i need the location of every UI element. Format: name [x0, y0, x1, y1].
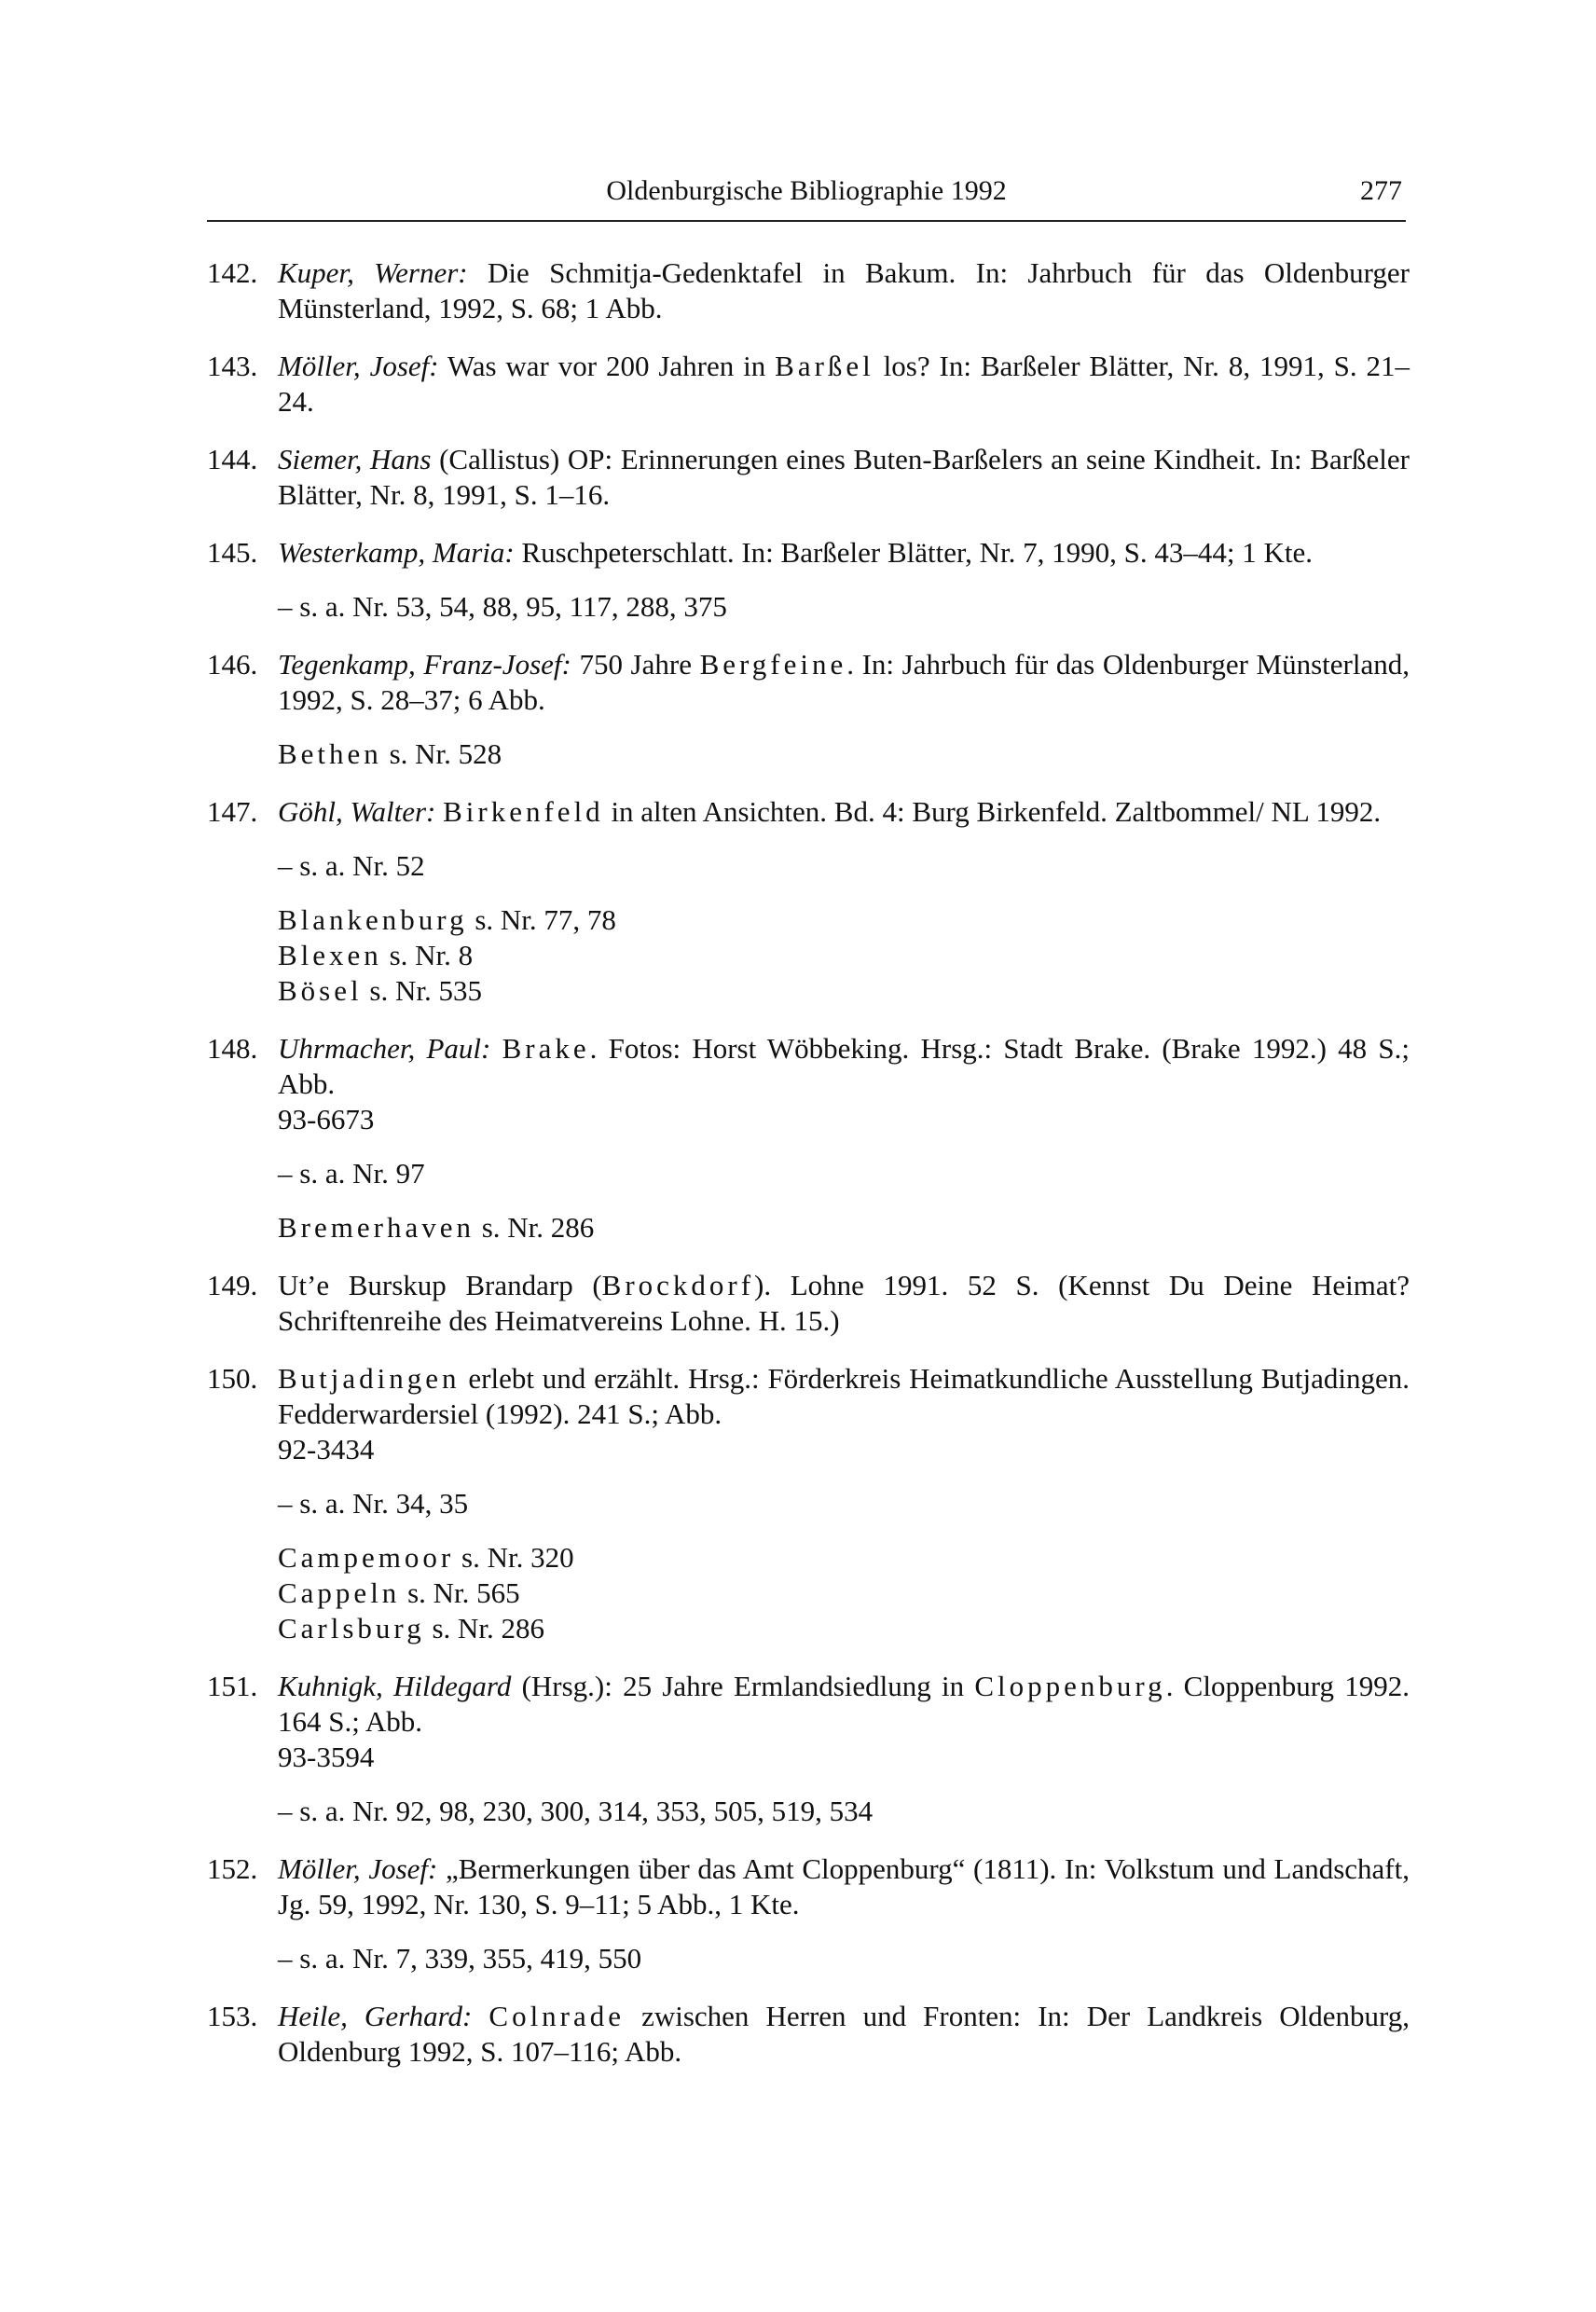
cross-ref-target: s. Nr. 535: [362, 974, 482, 1007]
entry-number: 142.: [207, 256, 258, 289]
place-keyword: Bösel: [278, 974, 363, 1007]
cross-ref-target: s. Nr. 286: [474, 1211, 595, 1244]
entry-author: Uhrmacher, Paul:: [278, 1032, 491, 1065]
place-keyword: Carlsburg: [278, 1612, 425, 1645]
entry-153: [207, 1999, 1410, 2070]
place-keyword: Birkenfeld: [443, 795, 604, 828]
cross-reference: [207, 736, 1410, 772]
cross-reference: [207, 1210, 1410, 1245]
place-keyword: Bergfeine: [699, 648, 847, 681]
bibliography-body: [207, 233, 1410, 2070]
entry-152: [207, 1851, 1410, 1922]
entry-author: Siemer, Hans: [278, 443, 432, 475]
entry-author: Möller, Josef:: [278, 350, 439, 382]
entry-text: Ut’e Burskup Brandarp (: [278, 1269, 602, 1301]
entry-144: [207, 442, 1410, 513]
see-also-line: – s. a. Nr. 52: [278, 849, 425, 882]
entry-author: Göhl, Walter:: [278, 795, 436, 828]
entry-text: ). Lohne 1991. 52 S. (Kennst Du Deine Heimat? Schriftenreihe des Heimatvereins Lohne. H. 15.): [278, 1269, 1410, 1337]
entry-number: 153.: [207, 2000, 258, 2032]
entry-number: 143.: [207, 350, 258, 382]
catalog-number: 93-6673: [278, 1103, 375, 1135]
entry-number: 148.: [207, 1032, 258, 1065]
entry-text: in alten Ansichten. Bd. 4: Burg Birkenfeld. Zaltbommel/ NL 1992.: [603, 795, 1382, 828]
entry-text: „Bermerkungen über das Amt Cloppenburg“ (1811). In: Volkstum und Landschaft, Jg. 59, 1992, Nr. 130, S. 9–11; 5 Abb., 1 Kte.: [278, 1852, 1410, 1920]
entry-text: los? In: Barßeler Blätter, Nr. 8, 1991, S. 21–24.: [278, 350, 1410, 418]
cross-ref-target: s. Nr. 286: [424, 1612, 545, 1645]
entry-number: 151.: [207, 1670, 258, 1702]
see-also-line: – s. a. Nr. 7, 339, 355, 419, 550: [278, 1942, 642, 1975]
page-number: 277: [1360, 175, 1402, 206]
entry-text: Die Schmitja-Gedenktafel in Bakum. In: Jahrbuch für das Oldenburger Münsterland, 1992, S. 68; 1 Abb.: [278, 256, 1410, 324]
entry-147: [207, 794, 1410, 830]
entry-text: . Cloppenburg 1992. 164 S.; Abb.: [278, 1670, 1410, 1738]
place-keyword: Colnrade: [488, 2000, 626, 2032]
entry-author: Möller, Josef:: [278, 1852, 438, 1885]
cross-ref-target: s. Nr. 320: [454, 1541, 574, 1574]
entry-number: 146.: [207, 648, 258, 681]
entry-146: [207, 647, 1410, 718]
entry-143: [207, 349, 1410, 420]
place-keyword: Blexen: [278, 939, 382, 971]
entry-text: erlebt und erzählt. Hrsg.: Förderkreis Heimatkundliche Ausstellung Butjadingen. Fedderwardersiel (1992). 241 S.; Abb.: [278, 1362, 1410, 1430]
place-keyword: Bethen: [278, 737, 382, 770]
entry-author: Westerkamp, Maria:: [278, 536, 515, 569]
entry-text: (Hrsg.): 25 Jahre Ermlandsiedlung in: [511, 1670, 975, 1702]
cross-ref-target: s. Nr. 565: [400, 1576, 520, 1609]
place-keyword: Butjadingen: [278, 1362, 461, 1395]
entry-author: Kuper, Werner:: [278, 256, 468, 289]
entry-number: 149.: [207, 1269, 258, 1301]
entry-text: (Callistus) OP: Erinnerungen eines Buten-Barßelers an seine Kindheit. In: Barßeler Blätter, Nr. 8, 1991, S. 1–16.: [278, 443, 1410, 511]
place-keyword: Bremerhaven: [278, 1211, 475, 1244]
cross-reference: [207, 1576, 1410, 1611]
cross-reference: [207, 973, 1410, 1009]
entry-142: [207, 255, 1410, 326]
entry-number: 152.: [207, 1852, 258, 1885]
see-also-line: – s. a. Nr. 97: [278, 1157, 425, 1190]
catalog-number: 93-3594: [278, 1741, 375, 1773]
place-keyword: Brockdorf: [601, 1269, 755, 1301]
see-also-line: – s. a. Nr. 34, 35: [278, 1487, 469, 1520]
entry-number: 144.: [207, 443, 258, 475]
see-also-line: – s. a. Nr. 53, 54, 88, 95, 117, 288, 375: [278, 590, 727, 623]
entry-text: Was war vor 200 Jahren in: [438, 350, 776, 382]
entry-text: . Fotos: Horst Wöbbeking. Hrsg.: Stadt Brake. (Brake 1992.) 48 S.; Abb.: [278, 1032, 1410, 1100]
place-keyword: Cappeln: [278, 1576, 401, 1609]
entry-author: Tegenkamp, Franz-Josef:: [278, 648, 571, 681]
entry-145: [207, 535, 1410, 571]
entry-number: 145.: [207, 536, 258, 569]
place-keyword: Campemoor: [278, 1541, 455, 1574]
entry-number: 147.: [207, 795, 258, 828]
cross-reference: [207, 902, 1410, 938]
running-head: [207, 175, 1406, 222]
place-keyword: Cloppenburg: [974, 1670, 1166, 1702]
catalog-number: 92-3434: [278, 1433, 375, 1466]
cross-ref-target: s. Nr. 77, 78: [467, 903, 616, 936]
place-keyword: Brake: [502, 1032, 590, 1065]
entry-number: 150.: [207, 1362, 258, 1395]
entry-author: Heile, Gerhard:: [278, 2000, 473, 2032]
cross-ref-target: s. Nr. 8: [381, 939, 474, 971]
entry-148: [207, 1031, 1410, 1137]
entry-151: [207, 1669, 1410, 1775]
entry-149: [207, 1268, 1410, 1339]
place-keyword: Blankenburg: [278, 903, 468, 936]
entry-text: 750 Jahre: [571, 648, 700, 681]
cross-ref-target: s. Nr. 528: [381, 737, 502, 770]
cross-reference: [207, 1611, 1410, 1646]
cross-reference: [207, 1540, 1410, 1576]
entry-text: zwischen Herren und Fronten: In: Der Landkreis Oldenburg, Oldenburg 1992, S. 107–116; Abb.: [278, 2000, 1410, 2068]
entry-150: [207, 1361, 1410, 1467]
entry-text: . In: Jahrbuch für das Oldenburger Münsterland, 1992, S. 28–37; 6 Abb.: [278, 648, 1410, 716]
cross-reference: [207, 938, 1410, 973]
place-keyword: Barßel: [775, 350, 874, 382]
entry-text: Ruschpeterschlatt. In: Barßeler Blätter, Nr. 7, 1990, S. 43–44; 1 Kte.: [514, 536, 1313, 569]
page-title: Oldenburgische Bibliographie 1992: [606, 175, 1007, 206]
entry-author: Kuhnigk, Hildegard: [278, 1670, 512, 1702]
see-also-line: – s. a. Nr. 92, 98, 230, 300, 314, 353, 505, 519, 534: [278, 1795, 874, 1827]
